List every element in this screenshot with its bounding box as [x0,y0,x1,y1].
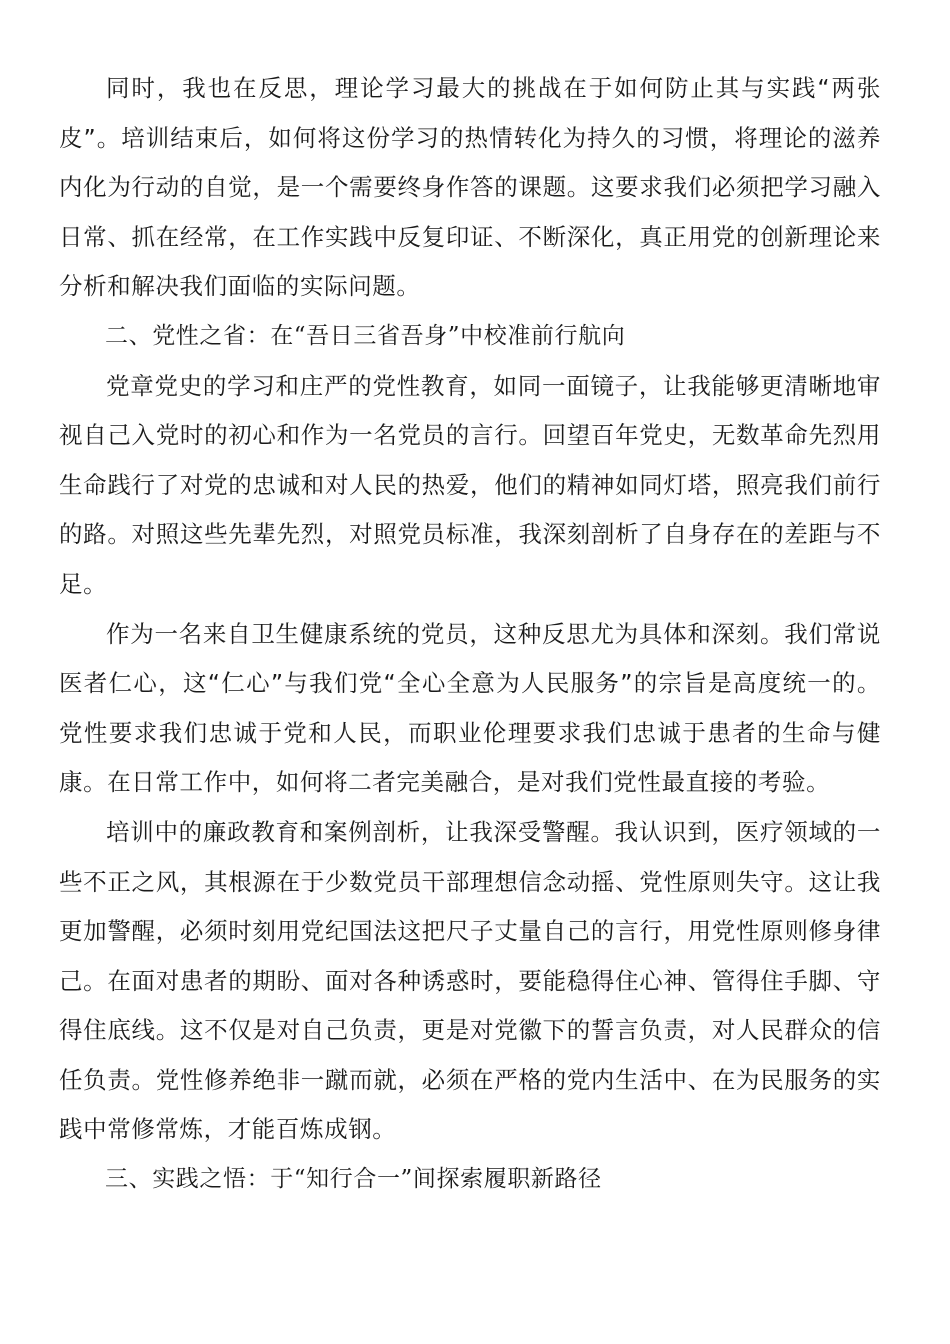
paragraph-integrity-education: 培训中的廉政教育和案例剖析，让我深受警醒。我认识到，医疗领域的一些不正之风，其根源在于少数党员干部理想信念动摇、党性原则失守。这让我更加警醒，必须时刻用党纪国法这把尺子丈量自己的言行，用党性原则修身律己。在面对患者的期盼、面对各种诱惑时，要能稳得住心神、管得住手脚、守得住底线。这不仅是对自己负责，更是对党徽下的誓言负责，对人民群众的信任负责。党性修养绝非一蹴而就，必须在严格的党内生活中、在为民服务的实践中常修常炼，才能百炼成钢。 [59,817,881,1144]
section-heading-practice: 三、实践之悟：于“知行合一”间探索履职新路径 [105,1166,602,1193]
paragraph-theory-reflection: 同时，我也在反思，理论学习最大的挑战在于如何防止其与实践“两张皮”。培训结束后，如何将这份学习的热情转化为持久的习惯，将理论的滋养内化为行动的自觉，是一个需要终身作答的课题。这要求我们必须把学习融入日常、抓在经常，在工作实践中反复印证、不断深化，真正用党的创新理论来分析和解决我们面临的实际问题。 [59,74,881,301]
document-body [59,64,881,1205]
section-heading-party-spirit: 二、党性之省：在“吾日三省吾身”中校准前行航向 [105,322,626,349]
paragraph-party-history-mirror: 党章党史的学习和庄严的党性教育，如同一面镜子，让我能够更清晰地审视自己入党时的初心和作为一名党员的言行。回望百年党史，无数革命先烈用生命践行了对党的忠诚和对人民的热爱，他们的精神如同灯塔，照亮我们前行的路。对照这些先辈先烈，对照党员标准，我深刻剖析了自身存在的差距与不足。 [59,371,881,598]
paragraph-health-system-reflection: 作为一名来自卫生健康系统的党员，这种反思尤为具体和深刻。我们常说医者仁心，这“仁心”与我们党“全心全意为人民服务”的宗旨是高度统一的。党性要求我们忠诚于党和人民，而职业伦理要求我们忠诚于患者的生命与健康。在日常工作中，如何将二者完美融合，是对我们党性最直接的考验。 [59,619,881,797]
